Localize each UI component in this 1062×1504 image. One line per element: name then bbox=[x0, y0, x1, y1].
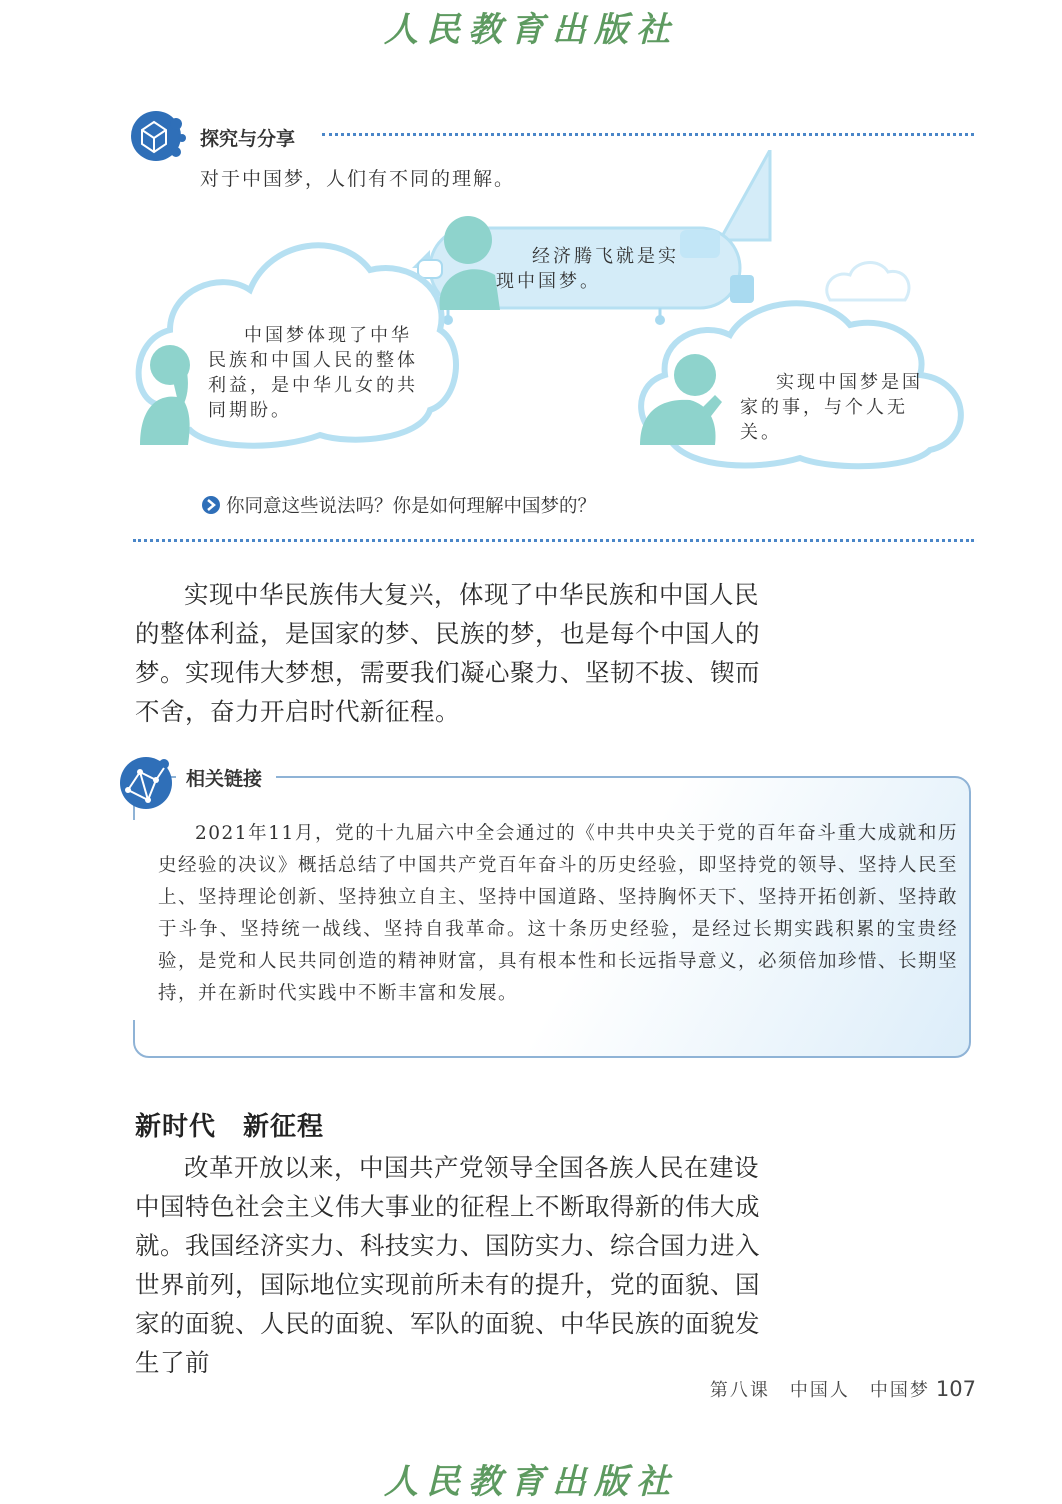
explore-section-title: 探究与分享 bbox=[200, 128, 296, 150]
publisher-watermark-bottom: 人民教育出版社 bbox=[384, 1462, 678, 1502]
box-left-gap bbox=[133, 820, 141, 1020]
section-heading: 新时代 新征程 bbox=[135, 1112, 325, 1142]
explore-intro: 对于中国梦，人们有不同的理解。 bbox=[200, 168, 516, 190]
opinion-man: 实现中国梦是国家的事，与个人无关。 bbox=[740, 372, 923, 443]
main-paragraph-1: 实现中华民族伟大复兴，体现了中华民族和中国人民的整体利益，是国家的梦、民族的梦，也是每个中国人的梦。实现伟大梦想，需要我们凝心聚力、坚韧不拔、锲而不舍，奋力开启时代新征程。 bbox=[135, 580, 760, 726]
explore-bottom-divider bbox=[133, 539, 974, 542]
related-link-title: 相关链接 bbox=[186, 764, 272, 791]
footer-lesson: 第八课 中国人 中国梦 bbox=[709, 1380, 930, 1401]
page-footer bbox=[710, 1376, 976, 1402]
page-number: 107 bbox=[935, 1377, 976, 1401]
related-link-text: 2021年11月，党的十九届六中全会通过的《中共中央关于党的百年奋斗重大成就和历史经验的决议》概括总结了中国共产党百年奋斗的历史经验，即坚持党的领导、坚持人民至上、坚持理论创新、坚持独立自主、坚持中国道路、坚持胸怀天下、坚持开拓创新、坚持敢于斗争、坚持统一战线、坚持自我革命。这十条历史经验，是经过长期实践积累的宝贵经验，是党和人民共同创造的精神财富，具有根本性和长远指导意义，必须倍加珍惜、长期坚持，并在新时代实践中不断丰富和发展。 bbox=[158, 823, 959, 1004]
publisher-watermark-top: 人民教育出版社 bbox=[384, 10, 678, 50]
opinion-woman: 中国梦体现了中华民族和中国人民的整体利益，是中华儿女的共同期盼。 bbox=[208, 325, 418, 421]
related-link-icon bbox=[118, 754, 176, 812]
main-paragraph-2: 改革开放以来，中国共产党领导全国各族人民在建设中国特色社会主义伟大事业的征程上不断取得新的伟大成就。我国经济实力、科技实力、国防实力、综合国力进入世界前列，国际地位实现前所未有的提升，党的面貌、国家的面貌、人民的面貌、军队的面貌、中华民族的面貌发生了前 bbox=[135, 1153, 760, 1377]
question-arrow-icon bbox=[201, 495, 221, 515]
explore-top-divider bbox=[322, 133, 974, 136]
opinion-plane: 经济腾飞就是实现中国梦。 bbox=[496, 246, 679, 292]
explore-question: 你同意这些说法吗？你是如何理解中国梦的？ bbox=[226, 496, 597, 517]
